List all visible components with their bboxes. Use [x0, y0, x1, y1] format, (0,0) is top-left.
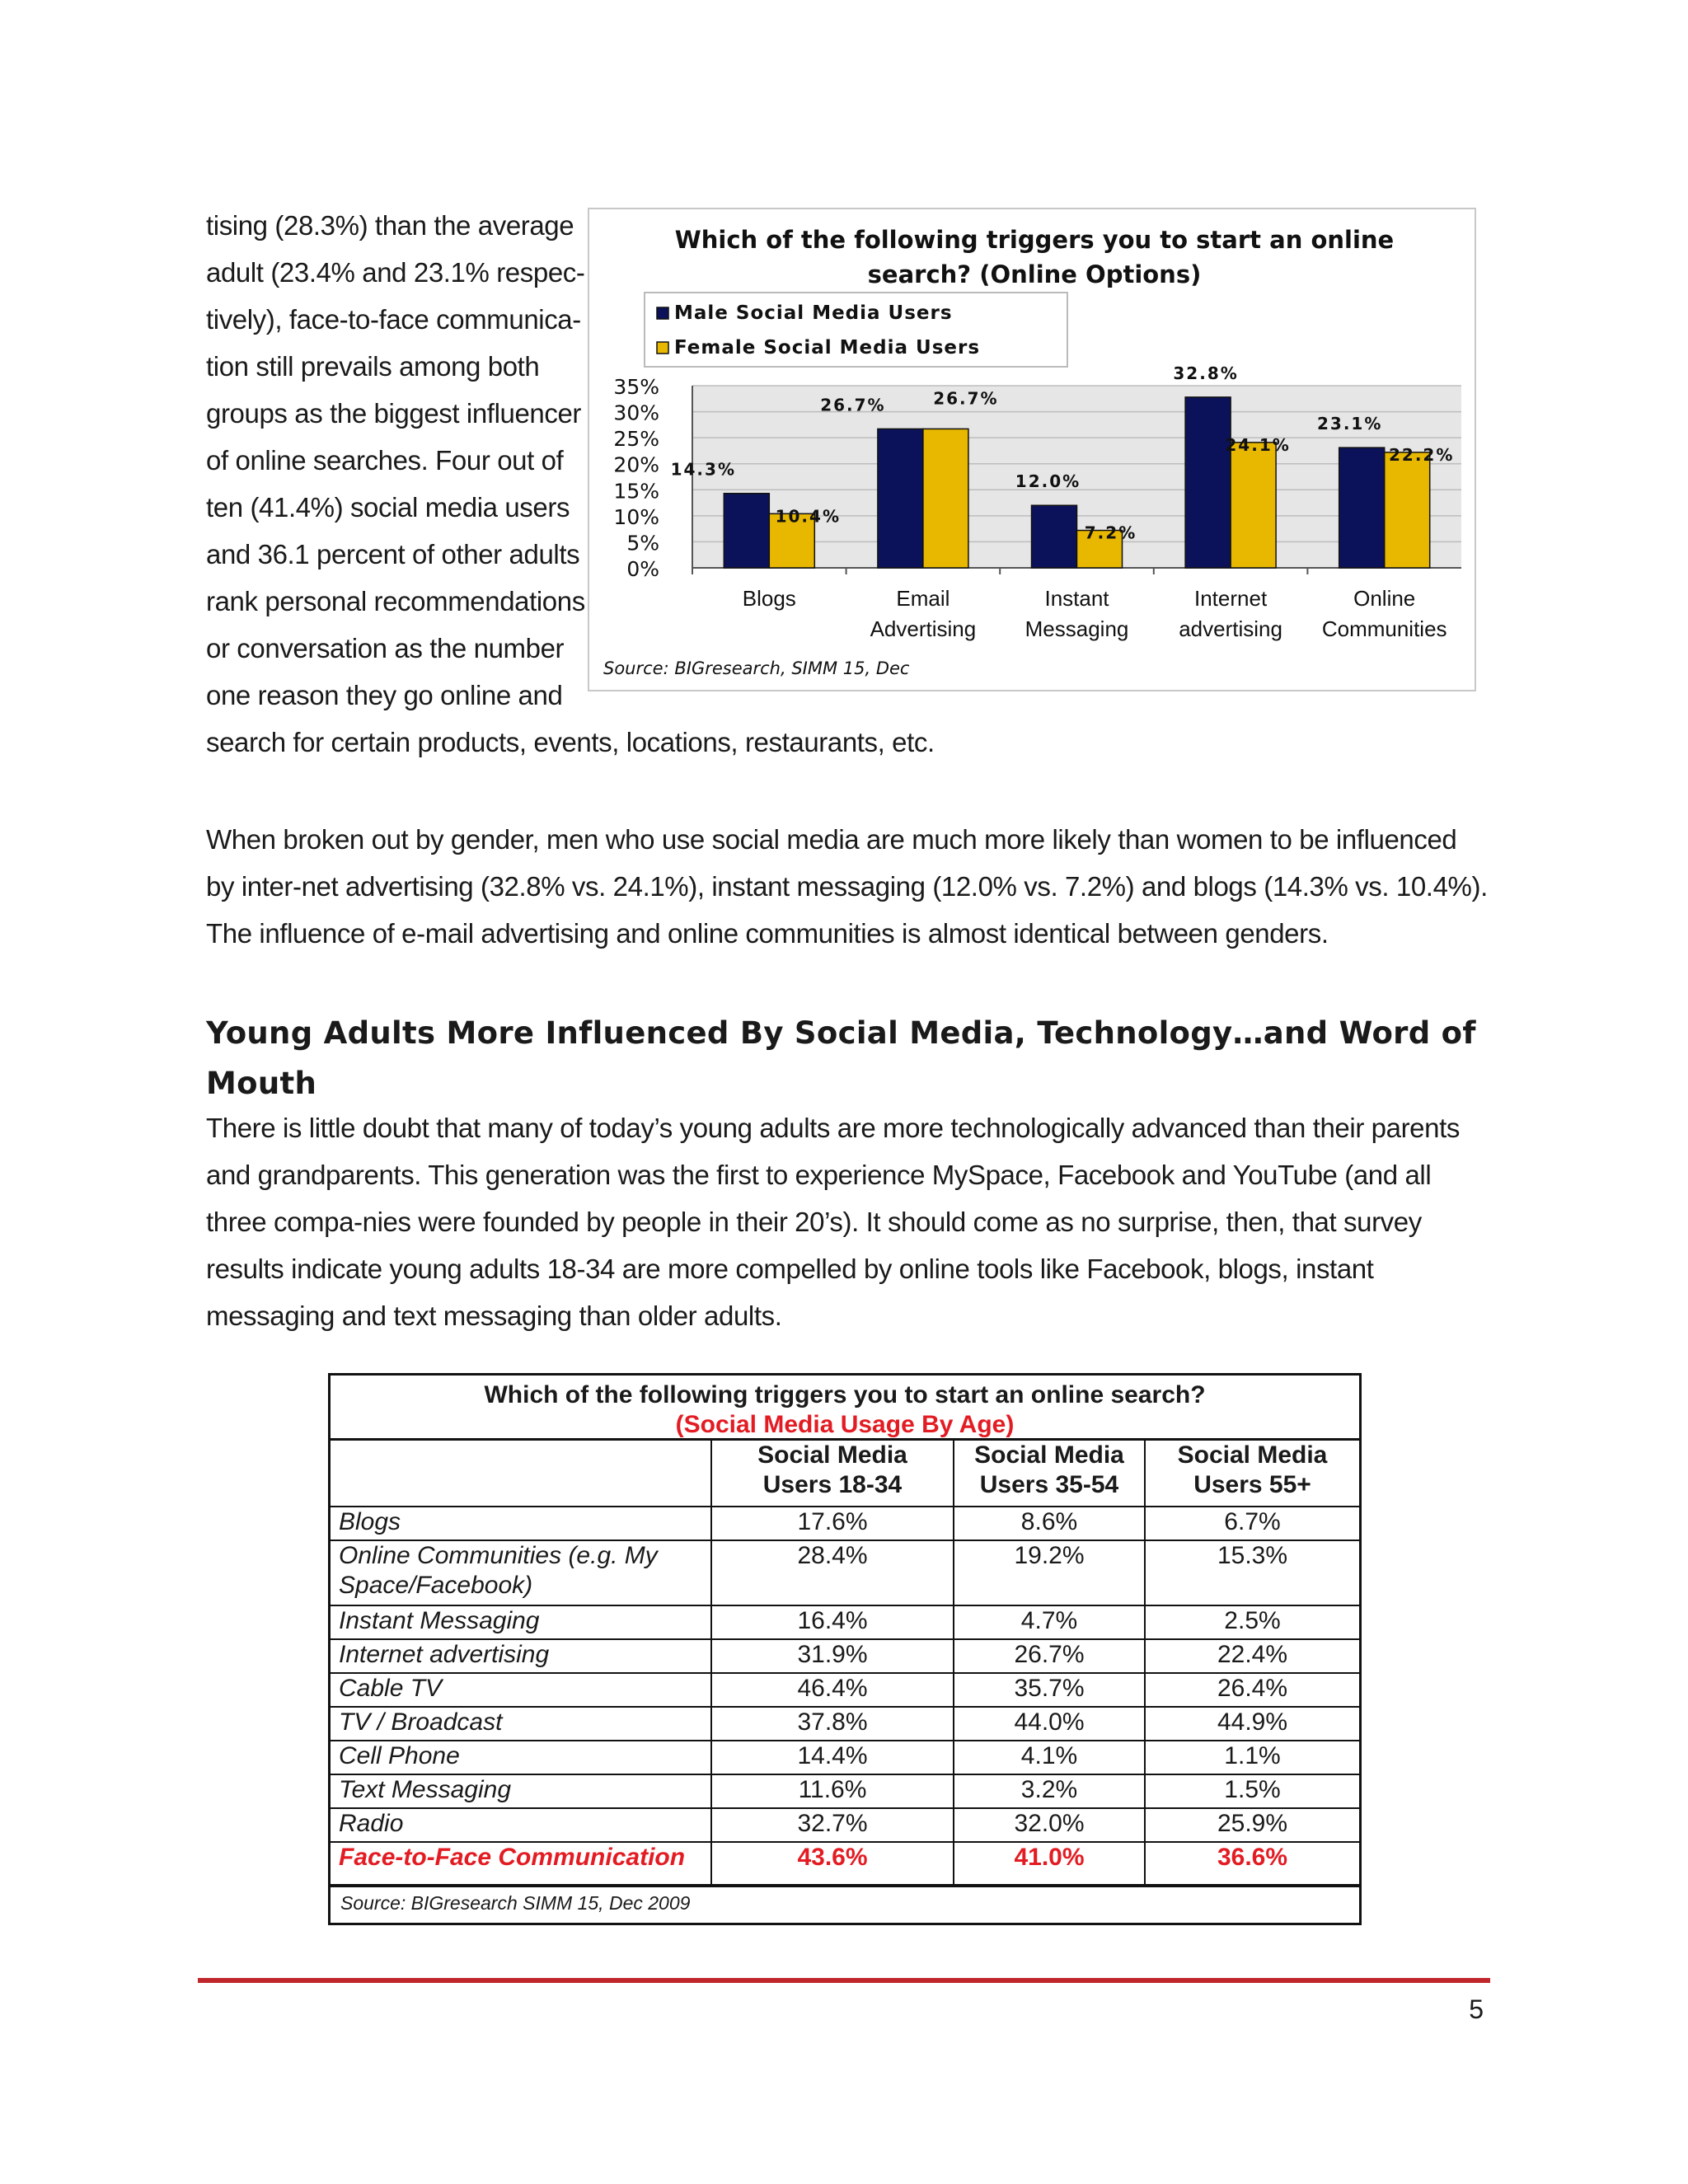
row-value: 19.2%: [954, 1540, 1145, 1605]
y-tick-label: 5%: [626, 531, 659, 555]
table-row: [331, 1842, 1359, 1885]
data-label: 24.1%: [1225, 434, 1291, 455]
row-value: 16.4%: [711, 1605, 954, 1639]
table-title-text: Which of the following triggers you to start an online search?: [484, 1381, 1206, 1408]
bar-female: [1385, 452, 1430, 568]
x-category-label: advertising: [1179, 616, 1282, 641]
footer-rule: [198, 1978, 1490, 1983]
y-tick-label: 30%: [613, 401, 659, 425]
table-subtitle: (Social Media Usage By Age): [675, 1411, 1015, 1438]
intro-line: tising (28.3%) than the average: [206, 210, 574, 241]
row-label: Face-to-Face Communication: [331, 1842, 711, 1885]
column-header: Social Media Users 55+: [1145, 1441, 1359, 1507]
intro-line: tion still prevails among both: [206, 351, 540, 382]
row-value: 41.0%: [954, 1842, 1145, 1885]
row-value: 14.4%: [711, 1741, 954, 1774]
row-value: 2.5%: [1145, 1605, 1359, 1639]
row-value: 17.6%: [711, 1507, 954, 1540]
x-category-label: Blogs: [742, 586, 796, 611]
chart-canvas: [589, 209, 1475, 690]
bar-male: [1185, 397, 1231, 568]
bar-male: [724, 494, 769, 568]
intro-line: or conversation as the number: [206, 633, 565, 663]
intro-line: rank personal recommendations: [206, 586, 585, 616]
table-title: [331, 1376, 1359, 1441]
table-header-row: [331, 1441, 1359, 1507]
row-value: 6.7%: [1145, 1507, 1359, 1540]
x-category-label: Email: [896, 586, 950, 611]
data-label: 7.2%: [1084, 523, 1137, 543]
legend-label: Female Social Media Users: [674, 337, 981, 359]
row-label: Cable TV: [331, 1673, 711, 1707]
row-value: 15.3%: [1145, 1540, 1359, 1605]
table-row: [331, 1507, 1359, 1540]
data-label: 32.8%: [1173, 363, 1239, 383]
row-value: 3.2%: [954, 1774, 1145, 1808]
intro-line: of online searches. Four out of: [206, 445, 564, 476]
row-value: 4.1%: [954, 1741, 1145, 1774]
intro-line: one reason they go online and: [206, 680, 563, 710]
data-label: 26.7%: [820, 395, 886, 415]
bar-female: [923, 429, 968, 568]
x-category-label: Internet: [1194, 586, 1268, 611]
row-value: 46.4%: [711, 1673, 954, 1707]
age-table: [328, 1373, 1362, 1925]
section-heading: Young Adults More Influenced By Social Media, Technology…and Word of Mouth: [206, 1015, 1476, 1101]
legend-label: Male Social Media Users: [674, 302, 953, 324]
chart-title: search? (Online Options): [867, 260, 1202, 288]
bar-male: [878, 429, 923, 568]
y-tick-label: 0%: [626, 557, 659, 581]
y-tick-label: 10%: [613, 504, 659, 529]
row-value: 32.7%: [711, 1808, 954, 1842]
row-value: 26.7%: [954, 1639, 1145, 1673]
gender-paragraph: When broken out by gender, men who use social media are much more likely than women to be influenced by inter-net advertising (32.8% vs. 24.1%), instant messaging (12.0% vs. 7.2%) and blogs (14.3% vs. 10.4%). The influence of e-mail advertising and online communities is almost identical between genders.: [206, 824, 1488, 949]
y-tick-label: 15%: [613, 479, 659, 504]
table-row: [331, 1605, 1359, 1639]
column-header: Social Media Users 35-54: [954, 1441, 1145, 1507]
row-label: Instant Messaging: [331, 1605, 711, 1639]
column-header: Social Media Users 18-34: [711, 1441, 954, 1507]
y-tick-label: 20%: [613, 452, 659, 477]
page-number: 5: [1469, 1994, 1484, 2024]
table-header-blank: [331, 1441, 711, 1507]
intro-line: tively), face-to-face communica-: [206, 304, 581, 335]
data-label: 12.0%: [1015, 471, 1081, 492]
row-value: 36.6%: [1145, 1842, 1359, 1885]
table-row: [331, 1639, 1359, 1673]
data-label: 14.3%: [670, 459, 736, 480]
data-label: 23.1%: [1317, 414, 1383, 434]
bar-female: [1231, 443, 1276, 568]
bar-male: [1339, 448, 1385, 568]
row-label: Internet advertising: [331, 1639, 711, 1673]
row-label: Blogs: [331, 1507, 711, 1540]
x-category-label: Online: [1353, 586, 1416, 611]
row-value: 32.0%: [954, 1808, 1145, 1842]
x-category-label: Messaging: [1025, 616, 1129, 641]
x-category-label: Instant: [1044, 586, 1109, 611]
table-grid: [331, 1441, 1359, 1886]
table-row: [331, 1540, 1359, 1605]
table-row: [331, 1707, 1359, 1741]
chart-title: Which of the following triggers you to start an online: [674, 226, 1395, 254]
row-value: 22.4%: [1145, 1639, 1359, 1673]
row-value: 8.6%: [954, 1507, 1145, 1540]
row-value: 26.4%: [1145, 1673, 1359, 1707]
intro-line: and 36.1 percent of other adults: [206, 539, 580, 569]
row-value: 44.9%: [1145, 1707, 1359, 1741]
intro-line: groups as the biggest influencer: [206, 398, 582, 429]
y-tick-label: 25%: [613, 427, 659, 452]
bar-male: [1032, 505, 1077, 568]
intro-line: search for certain products, events, locations, restaurants, etc.: [206, 727, 935, 757]
table-source: Source: BIGresearch SIMM 15, Dec 2009: [331, 1886, 1359, 1915]
data-label: 10.4%: [775, 506, 841, 527]
table-row: [331, 1774, 1359, 1808]
young-adults-paragraph: There is little doubt that many of today’s young adults are more technologically advanced than their parents and grandparents. This generation was the first to experience MySpace, Facebook and YouTube (and all three compa-nies were founded by people in their 20’s). It should come as no surprise, then, that survey results indicate young adults 18-34 are more compelled by online tools like Facebook, blogs, instant messaging and text messaging than older adults.: [206, 1113, 1460, 1331]
data-label: 26.7%: [933, 388, 999, 409]
row-label: Online Communities (e.g. My Space/Facebook): [331, 1540, 711, 1605]
row-value: 1.5%: [1145, 1774, 1359, 1808]
table-row: [331, 1741, 1359, 1774]
row-value: 43.6%: [711, 1842, 954, 1885]
x-category-label: Advertising: [870, 616, 977, 641]
row-value: 37.8%: [711, 1707, 954, 1741]
row-value: 11.6%: [711, 1774, 954, 1808]
y-tick-label: 35%: [613, 375, 659, 399]
intro-line: ten (41.4%) social media users: [206, 492, 570, 523]
intro-line: adult (23.4% and 23.1% respec-: [206, 257, 585, 288]
chart-source: Source: BIGresearch, SIMM 15, Dec: [603, 658, 910, 678]
row-label: Text Messaging: [331, 1774, 711, 1808]
legend-swatch: [657, 307, 668, 319]
row-value: 31.9%: [711, 1639, 954, 1673]
row-label: TV / Broadcast: [331, 1707, 711, 1741]
row-label: Radio: [331, 1808, 711, 1842]
table-row: [331, 1808, 1359, 1842]
row-label: Cell Phone: [331, 1741, 711, 1774]
row-value: 4.7%: [954, 1605, 1145, 1639]
row-value: 25.9%: [1145, 1808, 1359, 1842]
legend-swatch: [657, 342, 668, 354]
row-value: 44.0%: [954, 1707, 1145, 1741]
x-category-label: Communities: [1321, 616, 1447, 641]
trigger-chart: [588, 208, 1476, 691]
data-label: 22.2%: [1389, 444, 1455, 465]
row-value: 35.7%: [954, 1673, 1145, 1707]
row-value: 28.4%: [711, 1540, 954, 1605]
table-row: [331, 1673, 1359, 1707]
row-value: 1.1%: [1145, 1741, 1359, 1774]
